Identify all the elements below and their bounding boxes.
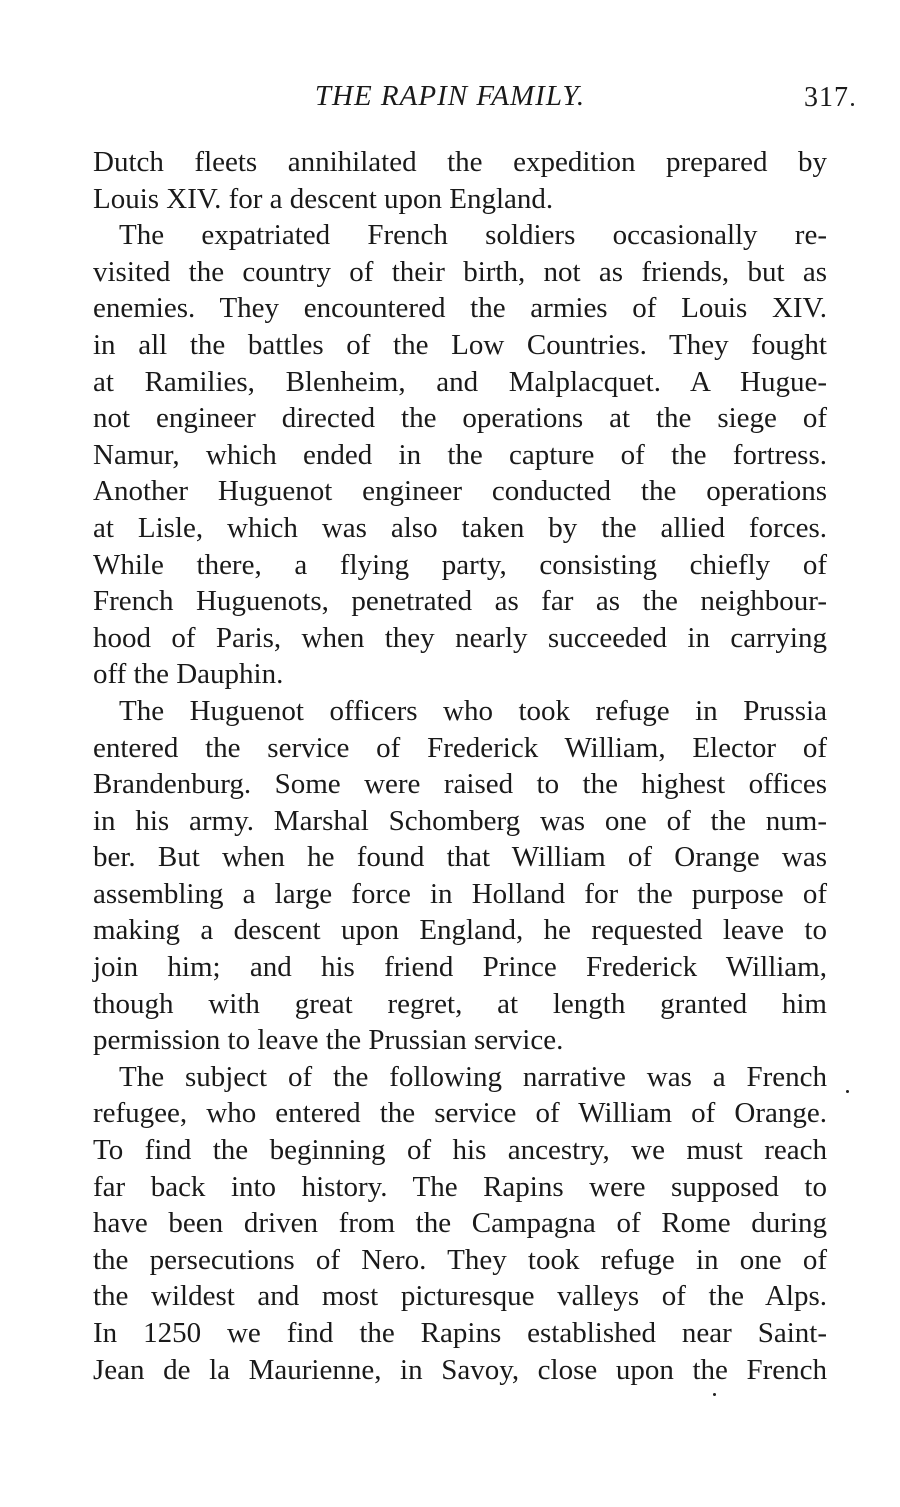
text-line: Dutch fleets annihilated the expedition prepared by bbox=[93, 146, 827, 178]
text-line: Jean de la Maurienne, in Savoy, close upon the French bbox=[93, 1353, 827, 1386]
text-line: the wildest and most picturesque valleys of the Alps. bbox=[93, 1280, 827, 1313]
ink-speck bbox=[713, 1393, 716, 1396]
text-line: To find the beginning of his ancestry, we must reach bbox=[93, 1134, 827, 1167]
text-line: join him; and his friend Prince Frederick William, bbox=[93, 951, 827, 984]
text-line: hood of Paris, when they nearly succeeded in carrying bbox=[93, 621, 827, 654]
running-title: THE RAPIN FAMILY. bbox=[314, 80, 586, 112]
text-line: visited the country of their birth, not as friends, but as bbox=[93, 255, 827, 288]
text-line: enemies. They encountered the armies of Louis XIV. bbox=[93, 292, 827, 325]
text-line: not engineer directed the operations at the siege of bbox=[93, 402, 827, 435]
body-text bbox=[93, 144, 827, 1388]
paragraph-first-line: The expatriated French soldiers occasionally re- bbox=[119, 219, 827, 252]
text-line: the persecutions of Nero. They took refuge in one of bbox=[93, 1243, 827, 1276]
paragraph-first-line: The Huguenot officers who took refuge in Prussia bbox=[119, 694, 827, 727]
text-line: far back into history. The Rapins were supposed to bbox=[93, 1170, 827, 1203]
text-line: in all the battles of the Low Countries. They fought bbox=[93, 328, 827, 361]
page-number: 317 bbox=[804, 82, 849, 113]
page-header bbox=[0, 80, 900, 120]
text-line: While there, a flying party, consisting chiefly of bbox=[93, 548, 827, 581]
text-line: ber. But when he found that William of Orange was bbox=[93, 841, 827, 874]
text-line: off the Dauphin. bbox=[93, 658, 284, 691]
text-line: Namur, which ended in the capture of the fortress. bbox=[93, 438, 827, 471]
text-line: in his army. Marshal Schomberg was one of the num- bbox=[93, 804, 827, 837]
text-line: at Lisle, which was also taken by the allied forces. bbox=[93, 511, 827, 544]
ink-speck bbox=[846, 1090, 849, 1093]
text-line: making a descent upon England, he requested leave to bbox=[93, 914, 827, 947]
text-line: entered the service of Frederick William, Elector of bbox=[93, 731, 827, 764]
text-line: at Ramilies, Blenheim, and Malplacquet. A Hugue- bbox=[93, 365, 827, 398]
text-line: refugee, who entered the service of William of Orange. bbox=[93, 1097, 827, 1130]
text-line: though with great regret, at length granted him bbox=[93, 987, 827, 1020]
text-line: In 1250 we find the Rapins established near Saint- bbox=[93, 1317, 827, 1349]
text-line: Another Huguenot engineer conducted the operations bbox=[93, 475, 827, 508]
paragraph-first-line: The subject of the following narrative was a French bbox=[119, 1060, 827, 1093]
text-line: French Huguenots, penetrated as far as the neighbour- bbox=[93, 585, 827, 618]
text-line: permission to leave the Prussian service. bbox=[93, 1024, 564, 1057]
text-line: Brandenburg. Some were raised to the highest offices bbox=[93, 768, 827, 801]
text-line: Louis XIV. for a descent upon England. bbox=[93, 182, 554, 215]
text-line: assembling a large force in Holland for the purpose of bbox=[93, 877, 827, 910]
ink-speck bbox=[851, 103, 854, 106]
text-line: have been driven from the Campagna of Rome during bbox=[93, 1207, 827, 1240]
